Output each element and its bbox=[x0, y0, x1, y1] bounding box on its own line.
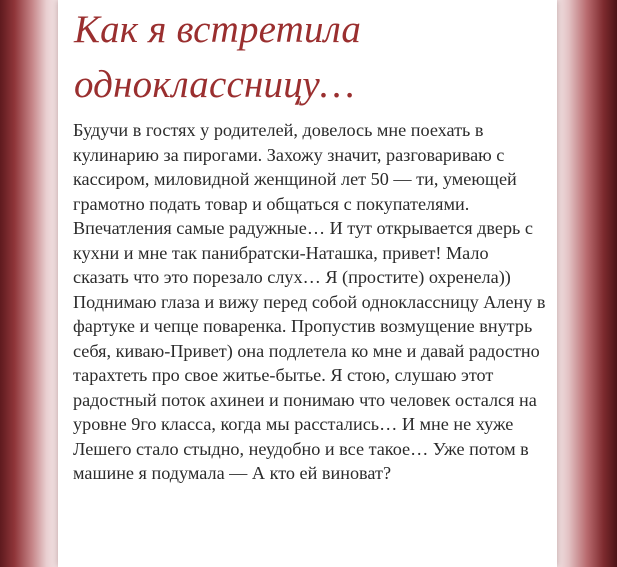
background-right-border bbox=[557, 0, 617, 567]
post-title: Как я встретила одноклассницу… bbox=[74, 8, 362, 106]
post-body: Будучи в гостях у родителей, довелось мне поехать в кулинарию за пирогами. Захожу значит, разговариваю с кассиром, миловидной женщиной лет 50 — ти, умеющей грамотно подать товар и общаться с покупателями. Впечатления самые радужные… И тут открывается дверь с кухни и мне так панибратски-Наташка, привет! Мало сказать что это порезало слух… Я (простите) охренела)) Поднимаю глаза и вижу перед собой одноклассницу Алену в фартуке и чепце поваренка. Пропустив возмущение внутрь себя, киваю-Привет) она подлетела ко мне и давай радостно тарахтеть про свое житье-бытье. Я стою, слушаю этот радостный поток ахинеи и понимаю что человек остался на уровне 9го класса, когда мы расстались… И мне не хуже Лешего стало стыдно, неудобно и все такое… Уже потом в машине я подумала — А кто ей виноват? bbox=[73, 120, 546, 483]
background-left-border bbox=[0, 0, 58, 567]
post-card bbox=[58, 0, 557, 567]
